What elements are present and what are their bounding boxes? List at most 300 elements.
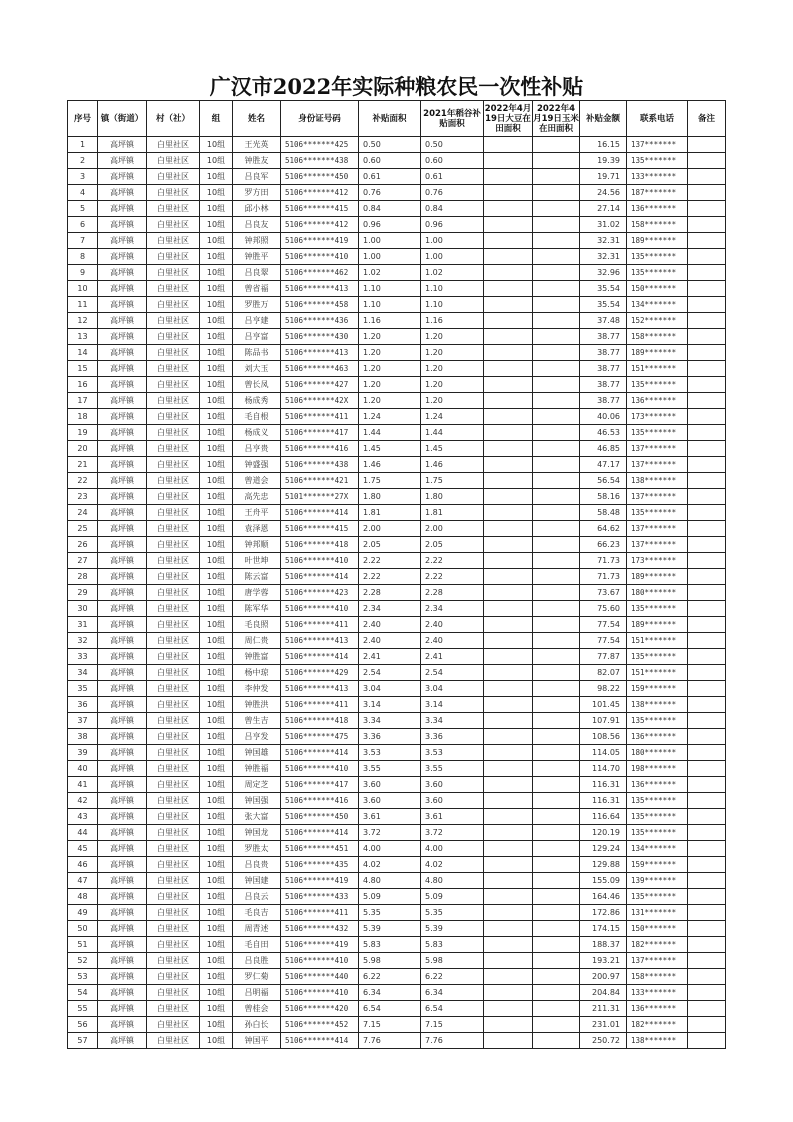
cell-remarks xyxy=(688,345,726,361)
cell-subsidy-area: 1.20 xyxy=(359,361,421,377)
cell-phone: 173******* xyxy=(627,409,688,425)
cell-remarks xyxy=(688,233,726,249)
cell-id-number: 5106*******435 xyxy=(281,857,359,873)
cell-rice-area-2021: 1.20 xyxy=(421,345,484,361)
cell-village: 白里社区 xyxy=(147,953,200,969)
cell-soybean-area-2022 xyxy=(484,521,533,537)
cell-phone: 158******* xyxy=(627,217,688,233)
cell-farmer-name: 吕亨贵 xyxy=(233,441,281,457)
table-row xyxy=(68,601,726,617)
cell-farmer-name: 吕良友 xyxy=(233,217,281,233)
cell-group: 10组 xyxy=(200,329,233,345)
cell-farmer-name: 陈品书 xyxy=(233,345,281,361)
cell-village: 白里社区 xyxy=(147,169,200,185)
cell-row-index: 30 xyxy=(68,601,98,617)
cell-group: 10组 xyxy=(200,393,233,409)
cell-subsidy-area: 1.00 xyxy=(359,249,421,265)
cell-phone: 159******* xyxy=(627,681,688,697)
cell-rice-area-2021: 2.40 xyxy=(421,617,484,633)
cell-rice-area-2021: 1.80 xyxy=(421,489,484,505)
cell-group: 10组 xyxy=(200,713,233,729)
cell-corn-area-2022 xyxy=(533,1033,580,1049)
cell-corn-area-2022 xyxy=(533,985,580,1001)
cell-farmer-name: 曾生吉 xyxy=(233,713,281,729)
cell-farmer-name: 吕明福 xyxy=(233,985,281,1001)
cell-village: 白里社区 xyxy=(147,665,200,681)
cell-phone: 139******* xyxy=(627,873,688,889)
cell-village: 白里社区 xyxy=(147,649,200,665)
cell-rice-area-2021: 0.60 xyxy=(421,153,484,169)
cell-group: 10组 xyxy=(200,617,233,633)
cell-subsidy-area: 1.20 xyxy=(359,345,421,361)
cell-soybean-area-2022 xyxy=(484,601,533,617)
cell-subsidy-amount: 27.14 xyxy=(580,201,627,217)
cell-remarks xyxy=(688,937,726,953)
cell-soybean-area-2022 xyxy=(484,729,533,745)
cell-group: 10组 xyxy=(200,985,233,1001)
cell-town: 高坪镇 xyxy=(98,441,147,457)
cell-soybean-area-2022 xyxy=(484,281,533,297)
cell-corn-area-2022 xyxy=(533,697,580,713)
cell-village: 白里社区 xyxy=(147,329,200,345)
cell-soybean-area-2022 xyxy=(484,953,533,969)
table-row xyxy=(68,249,726,265)
cell-rice-area-2021: 1.20 xyxy=(421,329,484,345)
cell-soybean-area-2022 xyxy=(484,185,533,201)
cell-village: 白里社区 xyxy=(147,1001,200,1017)
cell-village: 白里社区 xyxy=(147,345,200,361)
cell-subsidy-amount: 231.01 xyxy=(580,1017,627,1033)
cell-row-index: 21 xyxy=(68,457,98,473)
cell-id-number: 5106*******452 xyxy=(281,1017,359,1033)
cell-phone: 173******* xyxy=(627,553,688,569)
cell-village: 白里社区 xyxy=(147,569,200,585)
cell-soybean-area-2022 xyxy=(484,329,533,345)
cell-subsidy-area: 6.22 xyxy=(359,969,421,985)
cell-id-number: 5106*******417 xyxy=(281,777,359,793)
cell-id-number: 5106*******413 xyxy=(281,633,359,649)
cell-village: 白里社区 xyxy=(147,297,200,313)
cell-town: 高坪镇 xyxy=(98,233,147,249)
cell-village: 白里社区 xyxy=(147,393,200,409)
cell-remarks xyxy=(688,297,726,313)
cell-row-index: 20 xyxy=(68,441,98,457)
cell-town: 高坪镇 xyxy=(98,457,147,473)
cell-farmer-name: 孙白长 xyxy=(233,1017,281,1033)
cell-village: 白里社区 xyxy=(147,537,200,553)
cell-phone: 137******* xyxy=(627,953,688,969)
cell-subsidy-amount: 24.56 xyxy=(580,185,627,201)
cell-phone: 136******* xyxy=(627,201,688,217)
table-row xyxy=(68,937,726,953)
cell-farmer-name: 钟邦顺 xyxy=(233,537,281,553)
cell-group: 10组 xyxy=(200,809,233,825)
cell-rice-area-2021: 2.28 xyxy=(421,585,484,601)
cell-village: 白里社区 xyxy=(147,857,200,873)
cell-subsidy-amount: 77.87 xyxy=(580,649,627,665)
cell-farmer-name: 罗胜太 xyxy=(233,841,281,857)
cell-remarks xyxy=(688,265,726,281)
cell-rice-area-2021: 4.02 xyxy=(421,857,484,873)
table-row xyxy=(68,585,726,601)
cell-corn-area-2022 xyxy=(533,873,580,889)
cell-subsidy-area: 1.24 xyxy=(359,409,421,425)
cell-group: 10组 xyxy=(200,473,233,489)
cell-corn-area-2022 xyxy=(533,265,580,281)
cell-rice-area-2021: 3.04 xyxy=(421,681,484,697)
cell-id-number: 5106*******415 xyxy=(281,521,359,537)
cell-phone: 180******* xyxy=(627,745,688,761)
cell-soybean-area-2022 xyxy=(484,825,533,841)
cell-rice-area-2021: 3.60 xyxy=(421,793,484,809)
cell-subsidy-area: 1.02 xyxy=(359,265,421,281)
cell-remarks xyxy=(688,249,726,265)
cell-corn-area-2022 xyxy=(533,329,580,345)
cell-town: 高坪镇 xyxy=(98,553,147,569)
cell-soybean-area-2022 xyxy=(484,905,533,921)
cell-corn-area-2022 xyxy=(533,441,580,457)
cell-corn-area-2022 xyxy=(533,841,580,857)
cell-rice-area-2021: 1.16 xyxy=(421,313,484,329)
table-row xyxy=(68,889,726,905)
cell-subsidy-amount: 82.07 xyxy=(580,665,627,681)
cell-town: 高坪镇 xyxy=(98,777,147,793)
cell-phone: 135******* xyxy=(627,793,688,809)
cell-corn-area-2022 xyxy=(533,201,580,217)
header-col-name: 姓名 xyxy=(233,101,281,137)
cell-subsidy-amount: 66.23 xyxy=(580,537,627,553)
table-row xyxy=(68,953,726,969)
cell-subsidy-amount: 174.15 xyxy=(580,921,627,937)
cell-row-index: 2 xyxy=(68,153,98,169)
cell-village: 白里社区 xyxy=(147,985,200,1001)
cell-rice-area-2021: 5.98 xyxy=(421,953,484,969)
cell-village: 白里社区 xyxy=(147,265,200,281)
header-col-2022-corn-area: 2022年4月19日玉米在田面积 xyxy=(533,101,580,137)
cell-village: 白里社区 xyxy=(147,937,200,953)
cell-remarks xyxy=(688,969,726,985)
cell-phone: 131******* xyxy=(627,905,688,921)
cell-soybean-area-2022 xyxy=(484,217,533,233)
cell-phone: 159******* xyxy=(627,857,688,873)
cell-id-number: 5106*******427 xyxy=(281,377,359,393)
cell-rice-area-2021: 2.00 xyxy=(421,521,484,537)
cell-village: 白里社区 xyxy=(147,633,200,649)
cell-subsidy-area: 3.72 xyxy=(359,825,421,841)
cell-soybean-area-2022 xyxy=(484,985,533,1001)
cell-row-index: 46 xyxy=(68,857,98,873)
header-col-group: 组 xyxy=(200,101,233,137)
cell-row-index: 39 xyxy=(68,745,98,761)
cell-subsidy-amount: 120.19 xyxy=(580,825,627,841)
cell-phone: 151******* xyxy=(627,665,688,681)
document-title: 广汉市2022年实际种粮农民一次性补贴 xyxy=(209,74,584,99)
cell-group: 10组 xyxy=(200,825,233,841)
cell-subsidy-amount: 129.24 xyxy=(580,841,627,857)
cell-farmer-name: 杨中琼 xyxy=(233,665,281,681)
cell-phone: 187******* xyxy=(627,185,688,201)
cell-remarks xyxy=(688,329,726,345)
cell-remarks xyxy=(688,537,726,553)
cell-subsidy-area: 3.60 xyxy=(359,793,421,809)
cell-phone: 135******* xyxy=(627,249,688,265)
cell-subsidy-area: 2.40 xyxy=(359,633,421,649)
cell-farmer-name: 钟胜平 xyxy=(233,249,281,265)
cell-town: 高坪镇 xyxy=(98,761,147,777)
cell-subsidy-area: 2.34 xyxy=(359,601,421,617)
cell-remarks xyxy=(688,873,726,889)
cell-group: 10组 xyxy=(200,761,233,777)
table-row xyxy=(68,217,726,233)
cell-soybean-area-2022 xyxy=(484,361,533,377)
cell-corn-area-2022 xyxy=(533,809,580,825)
table-row xyxy=(68,617,726,633)
cell-group: 10组 xyxy=(200,953,233,969)
cell-town: 高坪镇 xyxy=(98,537,147,553)
cell-group: 10组 xyxy=(200,137,233,153)
cell-subsidy-amount: 46.85 xyxy=(580,441,627,457)
cell-subsidy-amount: 116.31 xyxy=(580,777,627,793)
cell-soybean-area-2022 xyxy=(484,137,533,153)
cell-row-index: 17 xyxy=(68,393,98,409)
table-row xyxy=(68,345,726,361)
cell-subsidy-area: 0.61 xyxy=(359,169,421,185)
cell-corn-area-2022 xyxy=(533,233,580,249)
cell-phone: 180******* xyxy=(627,585,688,601)
table-row xyxy=(68,697,726,713)
cell-village: 白里社区 xyxy=(147,137,200,153)
cell-id-number: 5106*******414 xyxy=(281,825,359,841)
cell-corn-area-2022 xyxy=(533,713,580,729)
cell-subsidy-area: 2.22 xyxy=(359,569,421,585)
cell-remarks xyxy=(688,553,726,569)
cell-subsidy-area: 3.55 xyxy=(359,761,421,777)
cell-soybean-area-2022 xyxy=(484,889,533,905)
cell-remarks xyxy=(688,745,726,761)
cell-id-number: 5106*******430 xyxy=(281,329,359,345)
cell-group: 10组 xyxy=(200,249,233,265)
cell-subsidy-amount: 19.71 xyxy=(580,169,627,185)
cell-phone: 137******* xyxy=(627,489,688,505)
table-row xyxy=(68,409,726,425)
cell-group: 10组 xyxy=(200,489,233,505)
cell-row-index: 38 xyxy=(68,729,98,745)
cell-corn-area-2022 xyxy=(533,585,580,601)
cell-corn-area-2022 xyxy=(533,649,580,665)
cell-row-index: 44 xyxy=(68,825,98,841)
cell-phone: 150******* xyxy=(627,921,688,937)
cell-row-index: 34 xyxy=(68,665,98,681)
cell-subsidy-area: 2.54 xyxy=(359,665,421,681)
cell-rice-area-2021: 2.41 xyxy=(421,649,484,665)
cell-corn-area-2022 xyxy=(533,185,580,201)
cell-row-index: 50 xyxy=(68,921,98,937)
cell-farmer-name: 周青述 xyxy=(233,921,281,937)
cell-id-number: 5106*******419 xyxy=(281,233,359,249)
cell-remarks xyxy=(688,489,726,505)
cell-remarks xyxy=(688,649,726,665)
cell-subsidy-area: 3.34 xyxy=(359,713,421,729)
cell-subsidy-area: 5.98 xyxy=(359,953,421,969)
cell-phone: 135******* xyxy=(627,265,688,281)
cell-town: 高坪镇 xyxy=(98,697,147,713)
cell-remarks xyxy=(688,777,726,793)
cell-town: 高坪镇 xyxy=(98,889,147,905)
cell-farmer-name: 周仁贵 xyxy=(233,633,281,649)
cell-corn-area-2022 xyxy=(533,633,580,649)
table-row xyxy=(68,633,726,649)
cell-phone: 135******* xyxy=(627,505,688,521)
cell-phone: 137******* xyxy=(627,521,688,537)
cell-rice-area-2021: 5.09 xyxy=(421,889,484,905)
cell-row-index: 13 xyxy=(68,329,98,345)
cell-id-number: 5106*******423 xyxy=(281,585,359,601)
cell-group: 10组 xyxy=(200,905,233,921)
cell-remarks xyxy=(688,713,726,729)
cell-subsidy-amount: 164.46 xyxy=(580,889,627,905)
cell-village: 白里社区 xyxy=(147,377,200,393)
header-col-2021-rice-area: 2021年稻谷补贴面积 xyxy=(421,101,484,137)
cell-subsidy-amount: 250.72 xyxy=(580,1033,627,1049)
table-row xyxy=(68,569,726,585)
cell-corn-area-2022 xyxy=(533,745,580,761)
cell-soybean-area-2022 xyxy=(484,153,533,169)
cell-group: 10组 xyxy=(200,841,233,857)
cell-corn-area-2022 xyxy=(533,409,580,425)
cell-corn-area-2022 xyxy=(533,505,580,521)
cell-rice-area-2021: 1.45 xyxy=(421,441,484,457)
cell-row-index: 22 xyxy=(68,473,98,489)
cell-id-number: 5106*******436 xyxy=(281,313,359,329)
cell-subsidy-area: 1.80 xyxy=(359,489,421,505)
cell-id-number: 5106*******458 xyxy=(281,297,359,313)
cell-row-index: 36 xyxy=(68,697,98,713)
cell-subsidy-area: 3.53 xyxy=(359,745,421,761)
table-row xyxy=(68,393,726,409)
cell-row-index: 47 xyxy=(68,873,98,889)
cell-phone: 138******* xyxy=(627,473,688,489)
cell-soybean-area-2022 xyxy=(484,345,533,361)
table-row xyxy=(68,985,726,1001)
cell-soybean-area-2022 xyxy=(484,761,533,777)
cell-corn-area-2022 xyxy=(533,569,580,585)
cell-corn-area-2022 xyxy=(533,217,580,233)
table-row xyxy=(68,729,726,745)
cell-village: 白里社区 xyxy=(147,217,200,233)
cell-subsidy-amount: 64.62 xyxy=(580,521,627,537)
cell-row-index: 49 xyxy=(68,905,98,921)
cell-subsidy-area: 1.81 xyxy=(359,505,421,521)
cell-farmer-name: 李仲发 xyxy=(233,681,281,697)
table-row xyxy=(68,297,726,313)
cell-phone: 136******* xyxy=(627,777,688,793)
cell-soybean-area-2022 xyxy=(484,873,533,889)
cell-group: 10组 xyxy=(200,681,233,697)
cell-town: 高坪镇 xyxy=(98,825,147,841)
cell-rice-area-2021: 6.34 xyxy=(421,985,484,1001)
cell-group: 10组 xyxy=(200,745,233,761)
cell-rice-area-2021: 5.39 xyxy=(421,921,484,937)
cell-row-index: 12 xyxy=(68,313,98,329)
cell-farmer-name: 王光英 xyxy=(233,137,281,153)
cell-phone: 135******* xyxy=(627,425,688,441)
cell-rice-area-2021: 6.22 xyxy=(421,969,484,985)
cell-corn-area-2022 xyxy=(533,921,580,937)
cell-farmer-name: 毛良吉 xyxy=(233,905,281,921)
cell-village: 白里社区 xyxy=(147,889,200,905)
cell-rice-area-2021: 1.10 xyxy=(421,281,484,297)
cell-rice-area-2021: 6.54 xyxy=(421,1001,484,1017)
cell-row-index: 18 xyxy=(68,409,98,425)
cell-group: 10组 xyxy=(200,537,233,553)
table-row xyxy=(68,761,726,777)
cell-village: 白里社区 xyxy=(147,185,200,201)
table-row xyxy=(68,473,726,489)
cell-soybean-area-2022 xyxy=(484,793,533,809)
cell-farmer-name: 曾长凤 xyxy=(233,377,281,393)
cell-id-number: 5106*******419 xyxy=(281,873,359,889)
cell-corn-area-2022 xyxy=(533,905,580,921)
cell-group: 10组 xyxy=(200,585,233,601)
cell-id-number: 5106*******450 xyxy=(281,169,359,185)
cell-subsidy-amount: 155.09 xyxy=(580,873,627,889)
cell-subsidy-amount: 108.56 xyxy=(580,729,627,745)
cell-rice-area-2021: 4.00 xyxy=(421,841,484,857)
cell-phone: 151******* xyxy=(627,361,688,377)
cell-phone: 135******* xyxy=(627,809,688,825)
cell-town: 高坪镇 xyxy=(98,345,147,361)
cell-subsidy-amount: 193.21 xyxy=(580,953,627,969)
cell-farmer-name: 吕良翠 xyxy=(233,265,281,281)
cell-farmer-name: 钟国平 xyxy=(233,1033,281,1049)
cell-soybean-area-2022 xyxy=(484,393,533,409)
cell-farmer-name: 钟胜友 xyxy=(233,153,281,169)
cell-row-index: 35 xyxy=(68,681,98,697)
cell-remarks xyxy=(688,681,726,697)
cell-rice-area-2021: 7.15 xyxy=(421,1017,484,1033)
cell-row-index: 56 xyxy=(68,1017,98,1033)
cell-subsidy-area: 1.44 xyxy=(359,425,421,441)
cell-row-index: 24 xyxy=(68,505,98,521)
cell-town: 高坪镇 xyxy=(98,393,147,409)
cell-subsidy-amount: 75.60 xyxy=(580,601,627,617)
cell-id-number: 5106*******450 xyxy=(281,809,359,825)
cell-row-index: 7 xyxy=(68,233,98,249)
cell-subsidy-area: 1.16 xyxy=(359,313,421,329)
cell-group: 10组 xyxy=(200,921,233,937)
cell-rice-area-2021: 0.96 xyxy=(421,217,484,233)
cell-town: 高坪镇 xyxy=(98,969,147,985)
table-row xyxy=(68,553,726,569)
cell-subsidy-area: 2.40 xyxy=(359,617,421,633)
cell-town: 高坪镇 xyxy=(98,489,147,505)
cell-subsidy-amount: 73.67 xyxy=(580,585,627,601)
cell-corn-area-2022 xyxy=(533,857,580,873)
cell-rice-area-2021: 1.00 xyxy=(421,249,484,265)
cell-subsidy-area: 6.54 xyxy=(359,1001,421,1017)
cell-id-number: 5106*******413 xyxy=(281,281,359,297)
cell-phone: 136******* xyxy=(627,729,688,745)
cell-id-number: 5106*******414 xyxy=(281,1033,359,1049)
cell-rice-area-2021: 1.10 xyxy=(421,297,484,313)
cell-corn-area-2022 xyxy=(533,1001,580,1017)
header-col-subsidy-area: 补贴面积 xyxy=(359,101,421,137)
cell-soybean-area-2022 xyxy=(484,441,533,457)
cell-row-index: 33 xyxy=(68,649,98,665)
table-row xyxy=(68,537,726,553)
cell-subsidy-amount: 46.53 xyxy=(580,425,627,441)
cell-farmer-name: 曾省福 xyxy=(233,281,281,297)
